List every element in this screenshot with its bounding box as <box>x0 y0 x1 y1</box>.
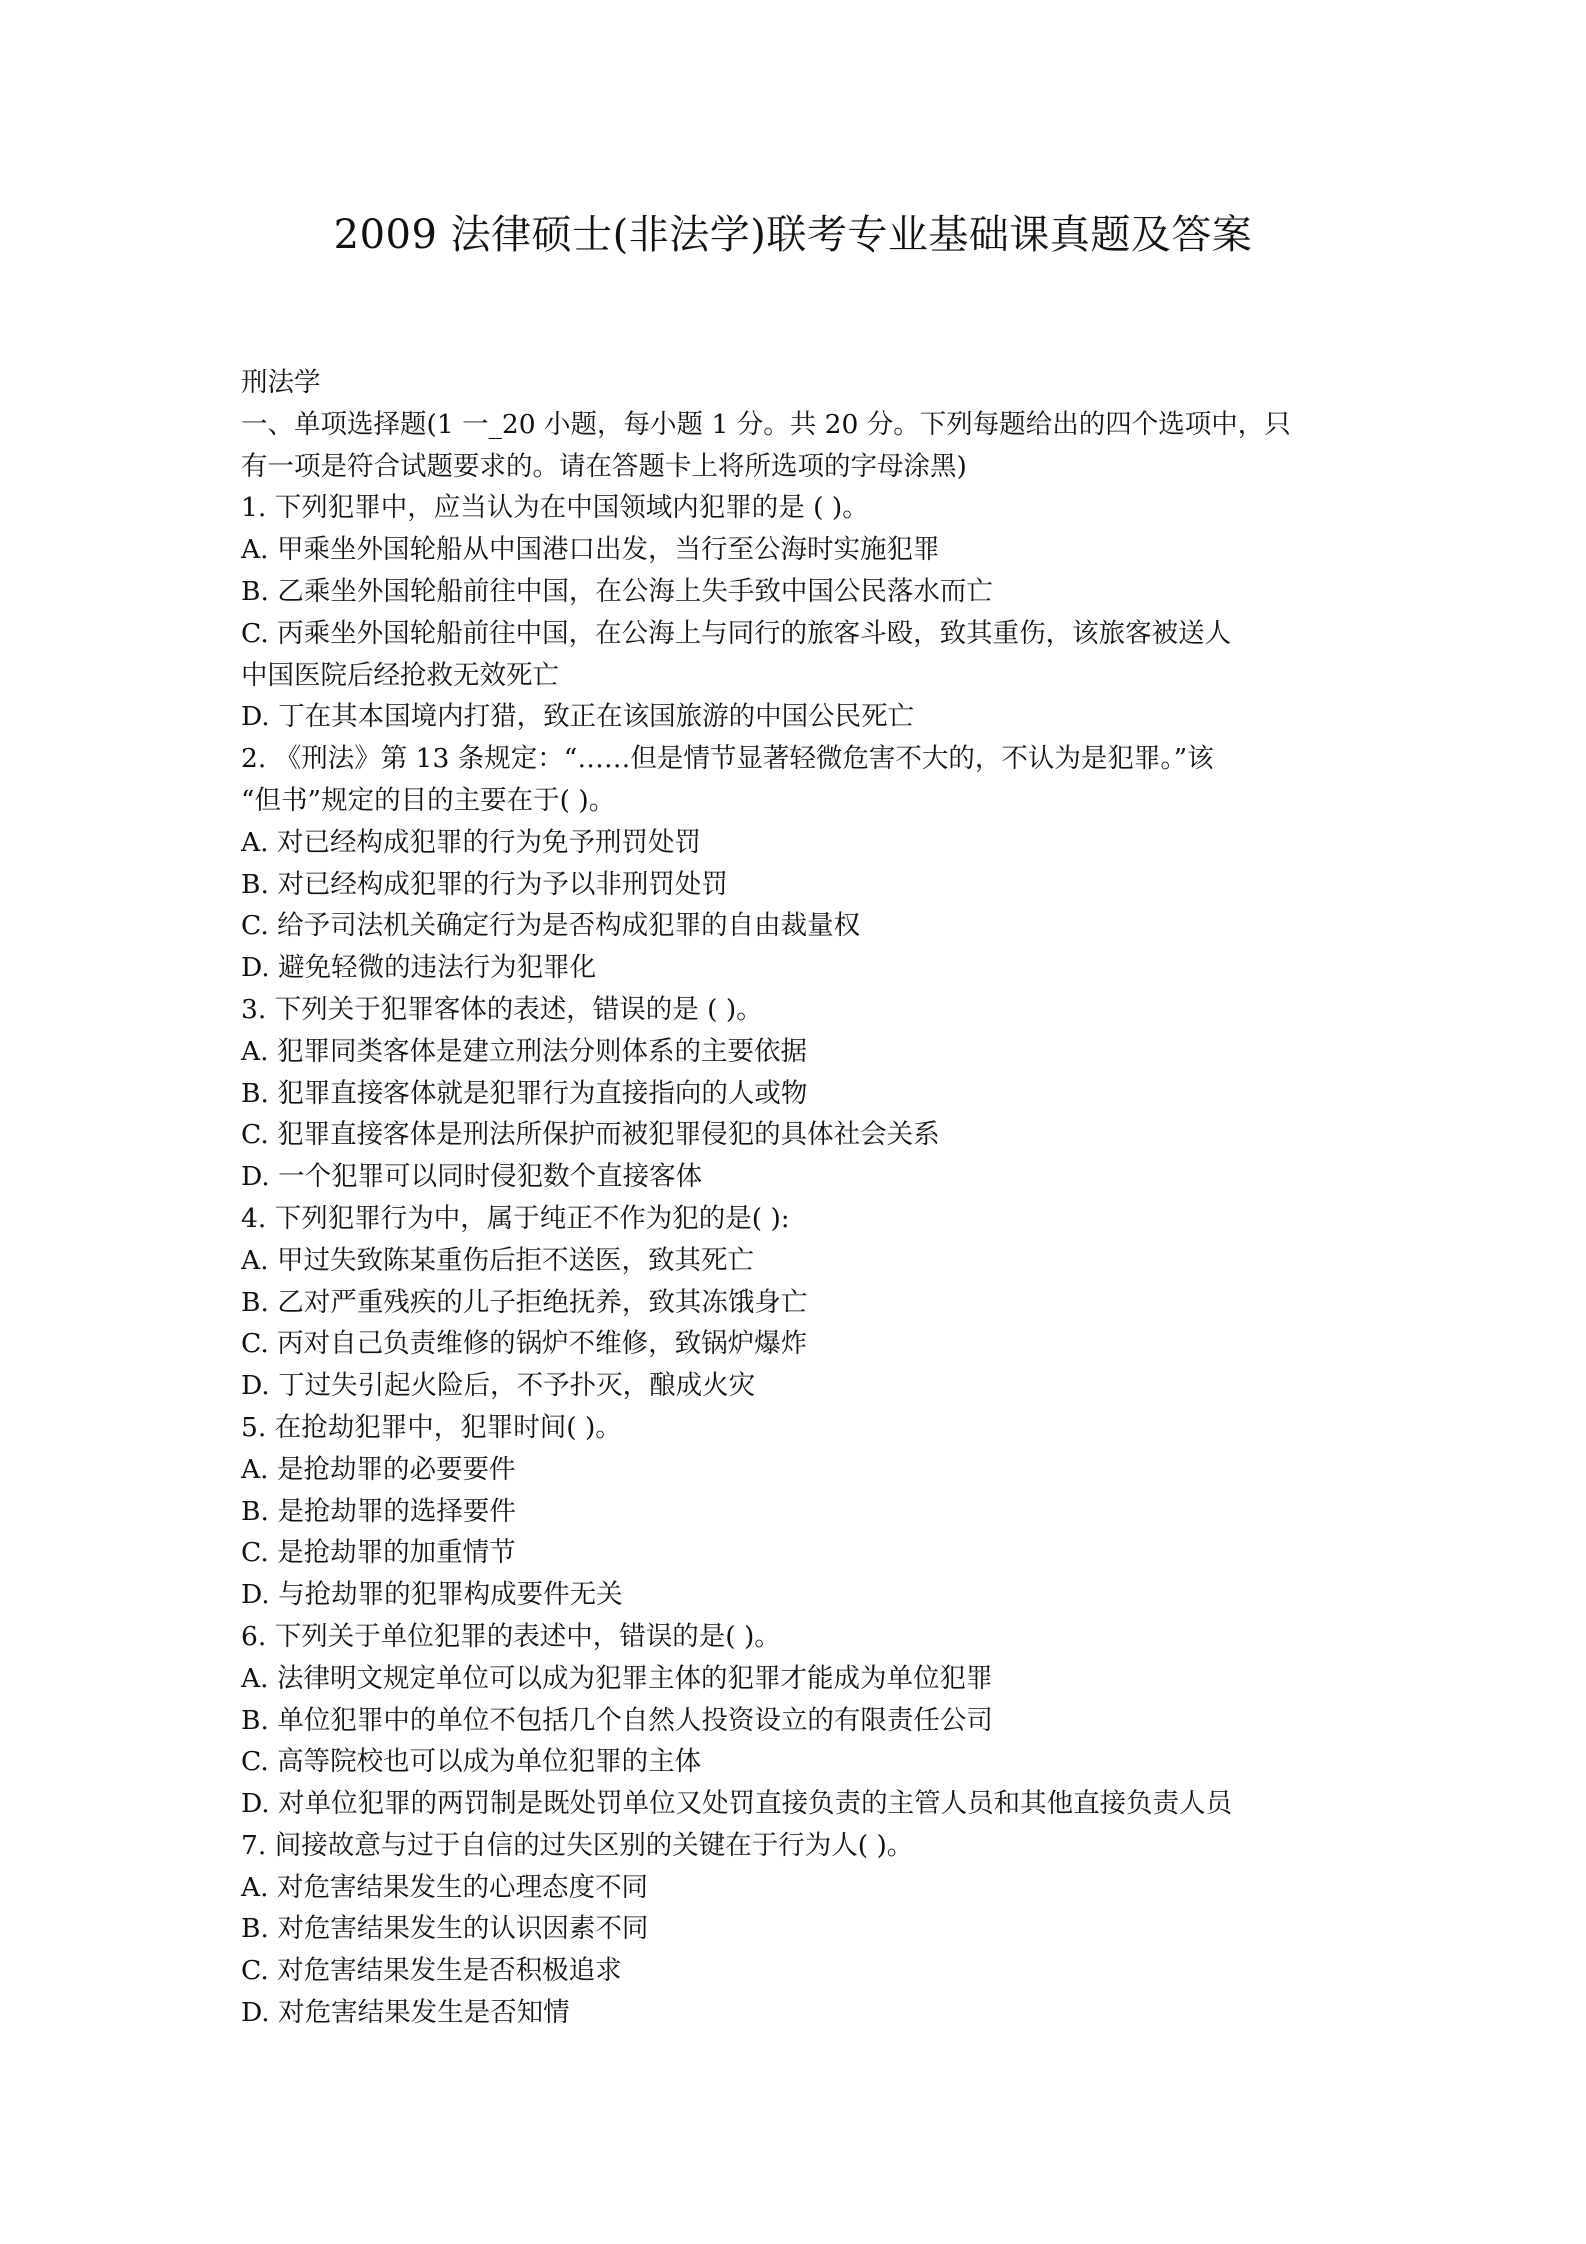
question-stem: 3. 下列关于犯罪客体的表述，错误的是 ( )。 <box>241 993 763 1025</box>
document-title: 2009 法律硕士(非法学)联考专业基础课真题及答案 <box>333 212 1253 258</box>
answer-option: D. 对危害结果发生是否知情 <box>241 1997 570 2029</box>
answer-option: C. 对危害结果发生是否积极追求 <box>241 1955 622 1987</box>
answer-option: B. 是抢劫罪的选择要件 <box>241 1495 516 1527</box>
question-stem: 6. 下列关于单位犯罪的表述中，错误的是( )。 <box>241 1620 781 1652</box>
answer-option: A. 犯罪同类客体是建立刑法分则体系的主要依据 <box>241 1035 807 1067</box>
answer-option: A. 甲乘坐外国轮船从中国港口出发，当行至公海时实施犯罪 <box>241 534 940 566</box>
answer-option: D. 丁过失引起火险后，不予扑灭，酿成火灾 <box>241 1370 756 1402</box>
answer-option: B. 单位犯罪中的单位不包括几个自然人投资设立的有限责任公司 <box>241 1704 993 1736</box>
answer-option: A. 对危害结果发生的心理态度不同 <box>241 1871 648 1903</box>
answer-option: C. 犯罪直接客体是刑法所保护而被犯罪侵犯的具体社会关系 <box>241 1119 940 1151</box>
instructions-line: 有一项是符合试题要求的。请在答题卡上将所选项的字母涂黑) <box>241 450 967 482</box>
answer-option: A. 对已经构成犯罪的行为免予刑罚处罚 <box>241 826 701 858</box>
answer-option: D. 避免轻微的违法行为犯罪化 <box>241 952 597 984</box>
answer-option: C. 高等院校也可以成为单位犯罪的主体 <box>241 1746 702 1778</box>
question-stem: 2. 《刑法》第 13 条规定：“……但是情节显著轻微危害不大的，不认为是犯罪。”该 <box>241 743 1214 775</box>
question-stem: 5. 在抢劫犯罪中，犯罪时间( )。 <box>241 1411 622 1443</box>
answer-option: C. 丙乘坐外国轮船前往中国，在公海上与同行的旅客斗殴，致其重伤，该旅客被送人 <box>241 617 1232 649</box>
question-stem: 4. 下列犯罪行为中，属于纯正不作为犯的是( ): <box>241 1202 790 1234</box>
answer-option-continued: 中国医院后经抢救无效死亡 <box>241 659 559 691</box>
answer-option: D. 与抢劫罪的犯罪构成要件无关 <box>241 1579 623 1611</box>
answer-option: B. 乙对严重残疾的儿子拒绝抚养，致其冻饿身亡 <box>241 1286 808 1318</box>
instructions-line: 一、单项选择题(1 一_20 小题，每小题 1 分。共 20 分。下列每题给出的四个选项中，只 <box>241 408 1291 440</box>
question-stem: 1. 下列犯罪中，应当认为在中国领域内犯罪的是 ( )。 <box>241 492 869 524</box>
question-stem-continued: “但书”规定的目的主要在于( )。 <box>241 784 616 816</box>
document-body <box>241 362 1361 2034</box>
answer-option: A. 是抢劫罪的必要要件 <box>241 1453 516 1485</box>
answer-option: B. 乙乘坐外国轮船前往中国，在公海上失手致中国公民落水而亡 <box>241 575 993 607</box>
answer-option: A. 甲过失致陈某重伤后拒不送医，致其死亡 <box>241 1244 754 1276</box>
answer-option: C. 给予司法机关确定行为是否构成犯罪的自由裁量权 <box>241 910 861 942</box>
answer-option: D. 丁在其本国境内打猎，致正在该国旅游的中国公民死亡 <box>241 701 915 733</box>
answer-option: B. 犯罪直接客体就是犯罪行为直接指向的人或物 <box>241 1077 808 1109</box>
answer-option: D. 对单位犯罪的两罚制是既处罚单位又处罚直接负责的主管人员和其他直接负责人员 <box>241 1788 1233 1820</box>
answer-option: C. 丙对自己负责维修的锅炉不维修，致锅炉爆炸 <box>241 1328 808 1360</box>
answer-option: B. 对危害结果发生的认识因素不同 <box>241 1913 649 1945</box>
answer-option: C. 是抢劫罪的加重情节 <box>241 1537 516 1569</box>
answer-option: A. 法律明文规定单位可以成为犯罪主体的犯罪才能成为单位犯罪 <box>241 1662 993 1694</box>
answer-option: D. 一个犯罪可以同时侵犯数个直接客体 <box>241 1161 703 1193</box>
question-stem: 7. 间接故意与过于自信的过失区别的关键在于行为人( )。 <box>241 1829 914 1861</box>
answer-option: B. 对已经构成犯罪的行为予以非刑罚处罚 <box>241 868 728 900</box>
section-heading: 刑法学 <box>241 367 321 398</box>
